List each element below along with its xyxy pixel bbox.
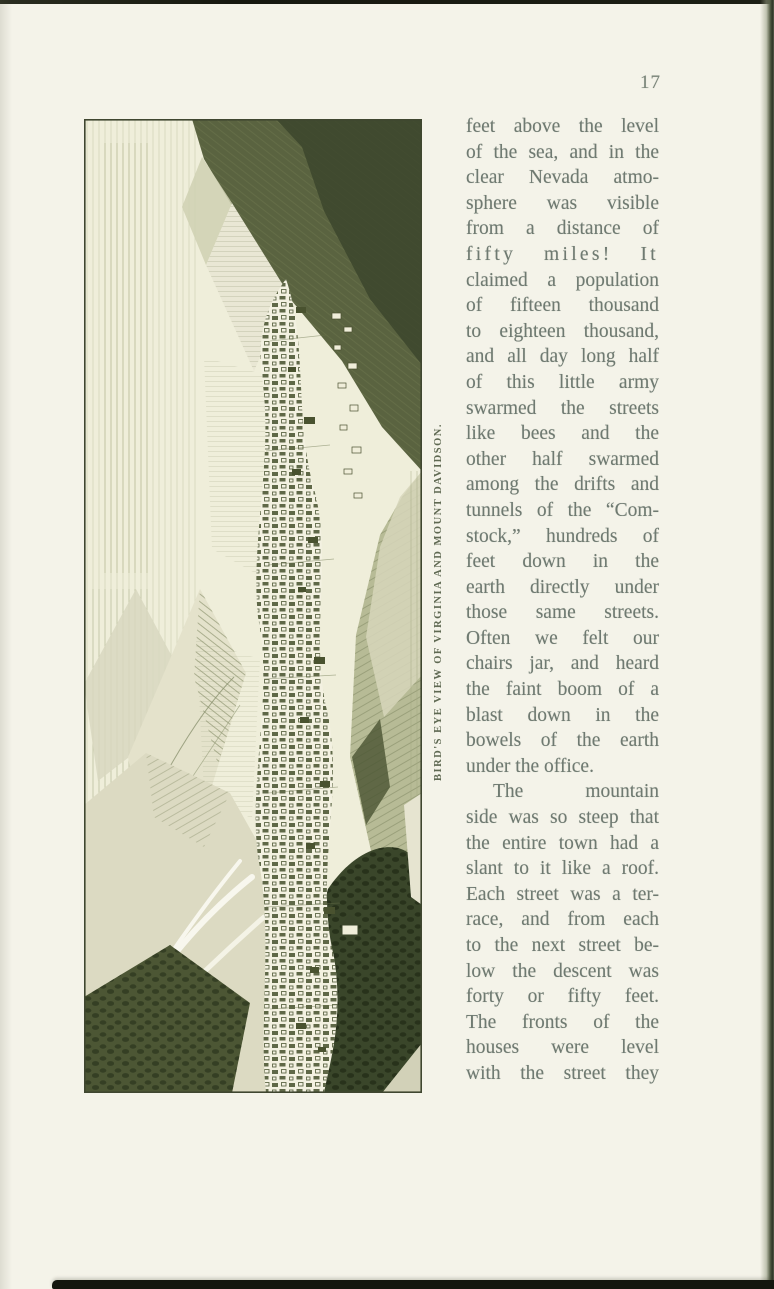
birds-eye-view-illustration <box>84 119 422 1093</box>
text-line: of this little army <box>466 371 659 393</box>
text-line: with the street they <box>466 1062 659 1084</box>
scan-edge-left <box>0 0 12 1289</box>
text-line: among the drifts and <box>466 474 659 496</box>
text-line: of fifteen thousand <box>466 295 659 317</box>
text-line: blast down in the <box>466 704 659 726</box>
text-line: earth directly under <box>466 576 659 598</box>
text-line: race, and from each <box>466 909 659 931</box>
text-line: to the next street be- <box>466 935 659 956</box>
text-line: claimed a population <box>466 269 659 291</box>
text-line: to eighteen thousand, <box>466 320 659 342</box>
text-line: feet down in the <box>466 551 659 573</box>
scan-edge-right <box>760 0 774 1289</box>
text-line: bowels of the earth <box>466 730 659 752</box>
scan-edge-bottom <box>52 1280 774 1289</box>
text-line: the entire town had a <box>466 832 659 854</box>
text-line: stock,” hundreds of <box>466 525 659 547</box>
text-line: houses were level <box>466 1037 659 1059</box>
text-line: the faint boom of a <box>466 679 659 701</box>
text-line: chairs jar, and heard <box>466 653 659 675</box>
text-line: side was so steep that <box>466 807 659 829</box>
text-line: fifty miles! It <box>466 243 659 265</box>
text-line: The mountain <box>493 781 659 803</box>
text-line: like bees and the <box>466 423 659 445</box>
text-line: Each street was a ter- <box>466 883 659 905</box>
text-line: clear Nevada atmo- <box>466 167 659 189</box>
text-line: The fronts of the <box>466 1011 659 1033</box>
engraving-figure <box>84 119 422 1093</box>
text-line: under the office. <box>466 755 594 777</box>
text-line: low the descent was <box>466 960 659 982</box>
scan-edge-top <box>0 0 774 4</box>
text-line: from a distance of <box>466 218 659 240</box>
text-line: slant to it like a roof. <box>466 858 659 880</box>
text-line: those same streets. <box>466 602 659 624</box>
text-line: of the sea, and in the <box>466 141 659 163</box>
text-line: other half swarmed <box>466 448 659 470</box>
text-line: Often we felt our <box>466 627 659 649</box>
figure-caption: BIRD'S EYE VIEW OF VIRGINIA AND MOUNT DAVIDSON. <box>433 423 444 781</box>
text-line: sphere was visible <box>466 192 659 214</box>
page-number: 17 <box>640 72 661 93</box>
text-line: swarmed the streets <box>466 397 659 419</box>
text-line: feet above the level <box>466 116 659 137</box>
text-line: tunnels of the “Com- <box>466 499 659 521</box>
body-text-column <box>466 114 659 1087</box>
text-line: and all day long half <box>466 346 659 368</box>
text-line: forty or fifty feet. <box>466 986 659 1008</box>
